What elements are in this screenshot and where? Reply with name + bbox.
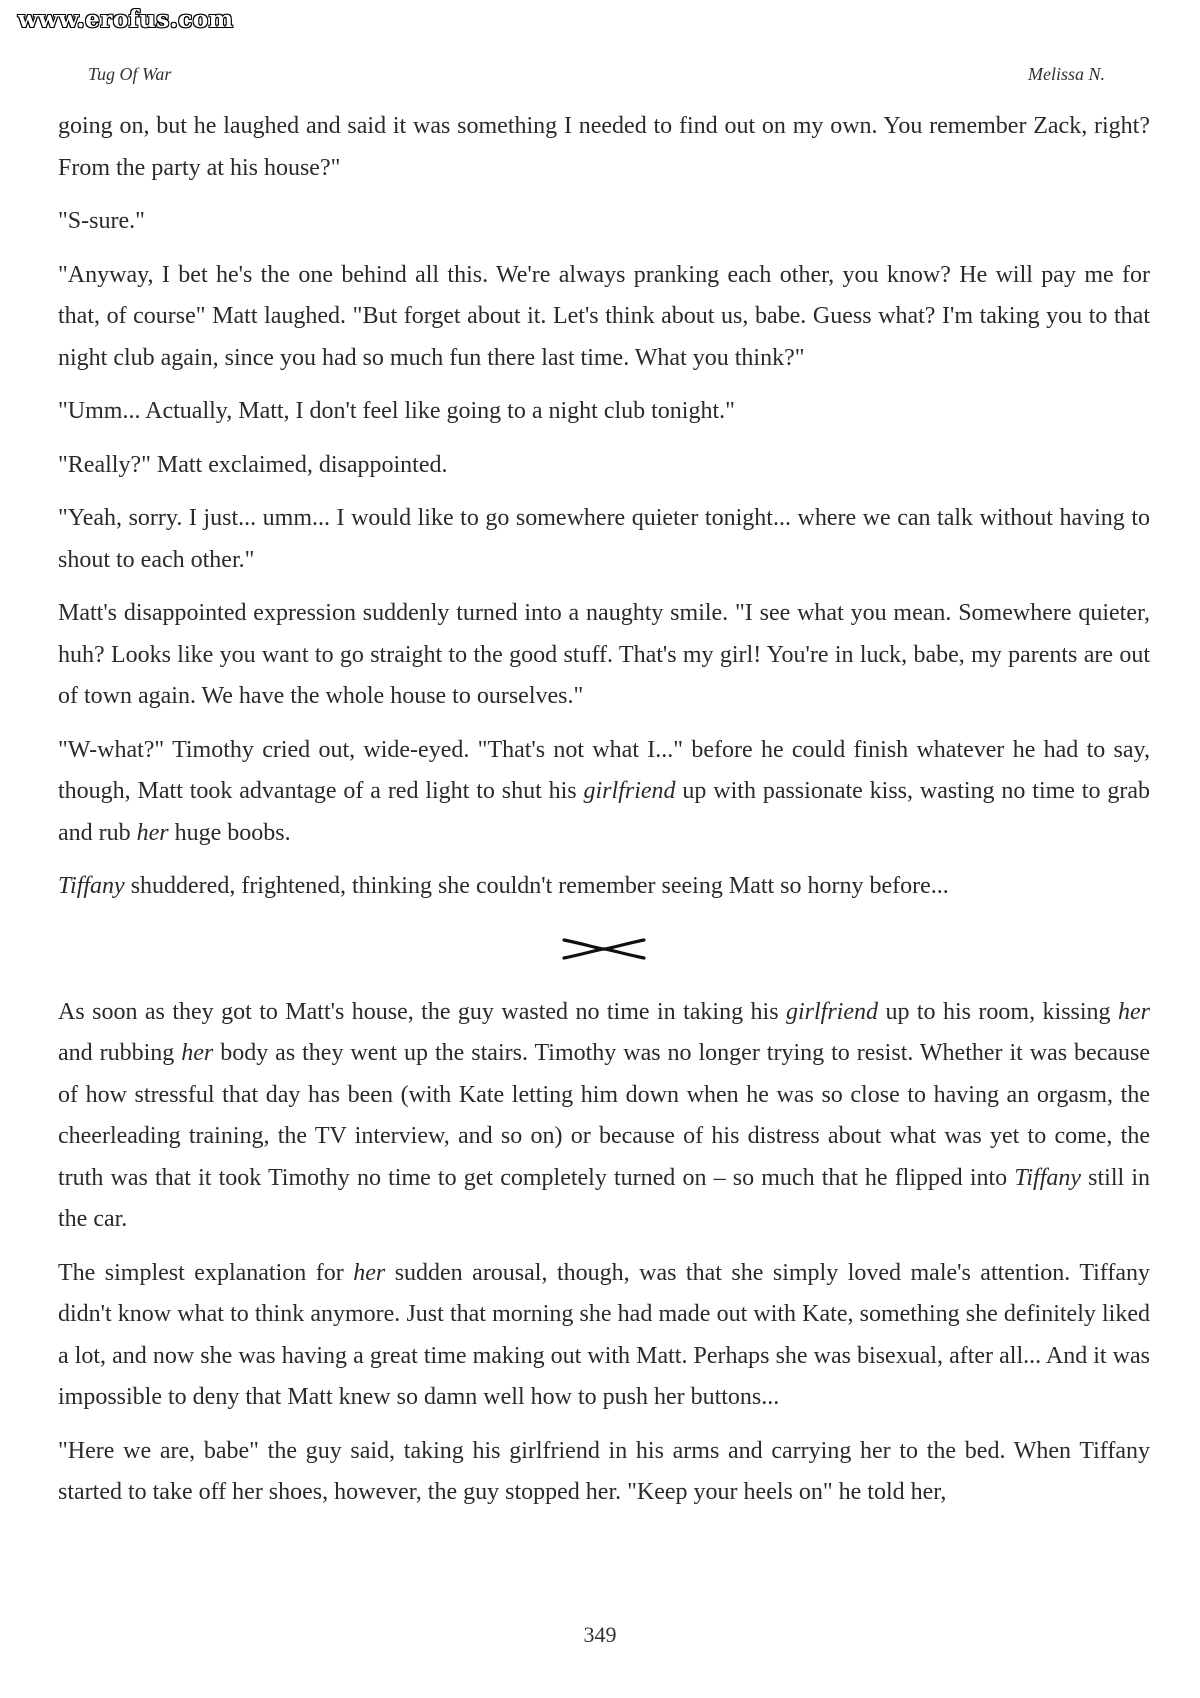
watermark: www.erofus.com [18, 6, 234, 33]
italic-text: her [1118, 998, 1150, 1025]
italic-text: her [136, 819, 169, 846]
text-run: up with passionate kiss, wasting no time to grab and rub [58, 778, 1150, 846]
paragraph: "Umm... Actually, Matt, I don't feel like going to a night club tonight." [58, 398, 735, 424]
text-run: sudden arousal, though, was that she simply loved male's attention. Tiffany didn't know what to think anymore. Just that morning she had made out with Kate, something she definitely liked a lot, and now she was having a great time making out with Matt. Perhaps she was bisexual, after all... And it was impossible to deny that Matt knew so damn well how to push her buttons... [58, 1259, 1150, 1410]
paragraph: "Here we are, babe" the guy said, taking his girlfriend in his arms and carrying her to the bed. When Tiffany started to take off her shoes, however, the guy stopped her. "Keep your heels on" he told her, [58, 1437, 1150, 1505]
italic-text: Tiffany [58, 873, 125, 899]
body-text [58, 106, 1150, 1514]
italic-text: her [353, 1259, 386, 1286]
text-run: and rubbing [58, 1040, 182, 1066]
paragraph [58, 866, 1150, 908]
text-run: up to his room, kissing [878, 998, 1118, 1025]
text-run: "W-what?" Timothy cried out, wide-eyed. "That's not what I..." before he could finish whatever he had to say, though, Matt took advantage of a red light to shut his [58, 736, 1150, 804]
book-title: Tug Of War [88, 64, 172, 84]
text-run: still in the car. [58, 1164, 1151, 1232]
text-run: body as they went up the stairs. Timothy was no longer trying to resist. Whether it was because of how stressful that day has been (with Kate letting him down when he was so close to having an orgasm, the cheerleading training, the TV interview, and so on) or because of his distress about what was yet to come, the truth was that it took Timothy no time to get completely turned on – so much that he flipped into [58, 1040, 1151, 1191]
paragraph: "S-sure." [58, 208, 145, 234]
italic-text: Tiffany [1014, 1164, 1082, 1191]
paragraph: going on, but he laughed and said it was something I needed to find out on my own. You remember Zack, right? From the party at his house?" [58, 113, 1150, 181]
scene-break-ornament-icon [562, 936, 646, 962]
italic-text: girlfriend [785, 998, 878, 1025]
scene-break [58, 920, 1150, 978]
paragraph [58, 992, 1150, 1241]
text-run: huge boobs. [168, 819, 291, 846]
italic-text: her [181, 1040, 214, 1066]
paragraph: "Yeah, sorry. I just... umm... I would like to go somewhere quieter tonight... where we can talk without having to shout to each other." [58, 505, 1150, 573]
paragraph [58, 1253, 1150, 1419]
italic-text: girlfriend [583, 778, 676, 804]
text-run: The simplest explanation for [58, 1259, 354, 1286]
page-number: 349 [583, 1622, 617, 1647]
paragraph: "Anyway, I bet he's the one behind all this. We're always pranking each other, you know? He will pay me for that, of course" Matt laughed. "But forget about it. Let's think about us, babe. Guess what? I'm taking you to that night club again, since you had so much fun there last time. What you think?" [58, 261, 1150, 371]
text-run: As soon as they got to Matt's house, the guy wasted no time in taking his [58, 998, 786, 1025]
text-run: shuddered, frightened, thinking she couldn't remember seeing Matt so horny before... [124, 873, 949, 899]
paragraph: "Really?" Matt exclaimed, disappointed. [58, 451, 448, 478]
paragraph [58, 730, 1150, 855]
author-name: Melissa N. [1027, 64, 1105, 84]
paragraph: Matt's disappointed expression suddenly turned into a naughty smile. "I see what you mean. Somewhere quieter, huh? Looks like you want to go straight to the good stuff. That's my girl! You're in luck, babe, my parents are out of town again. We have the whole house to ourselves." [58, 600, 1150, 709]
